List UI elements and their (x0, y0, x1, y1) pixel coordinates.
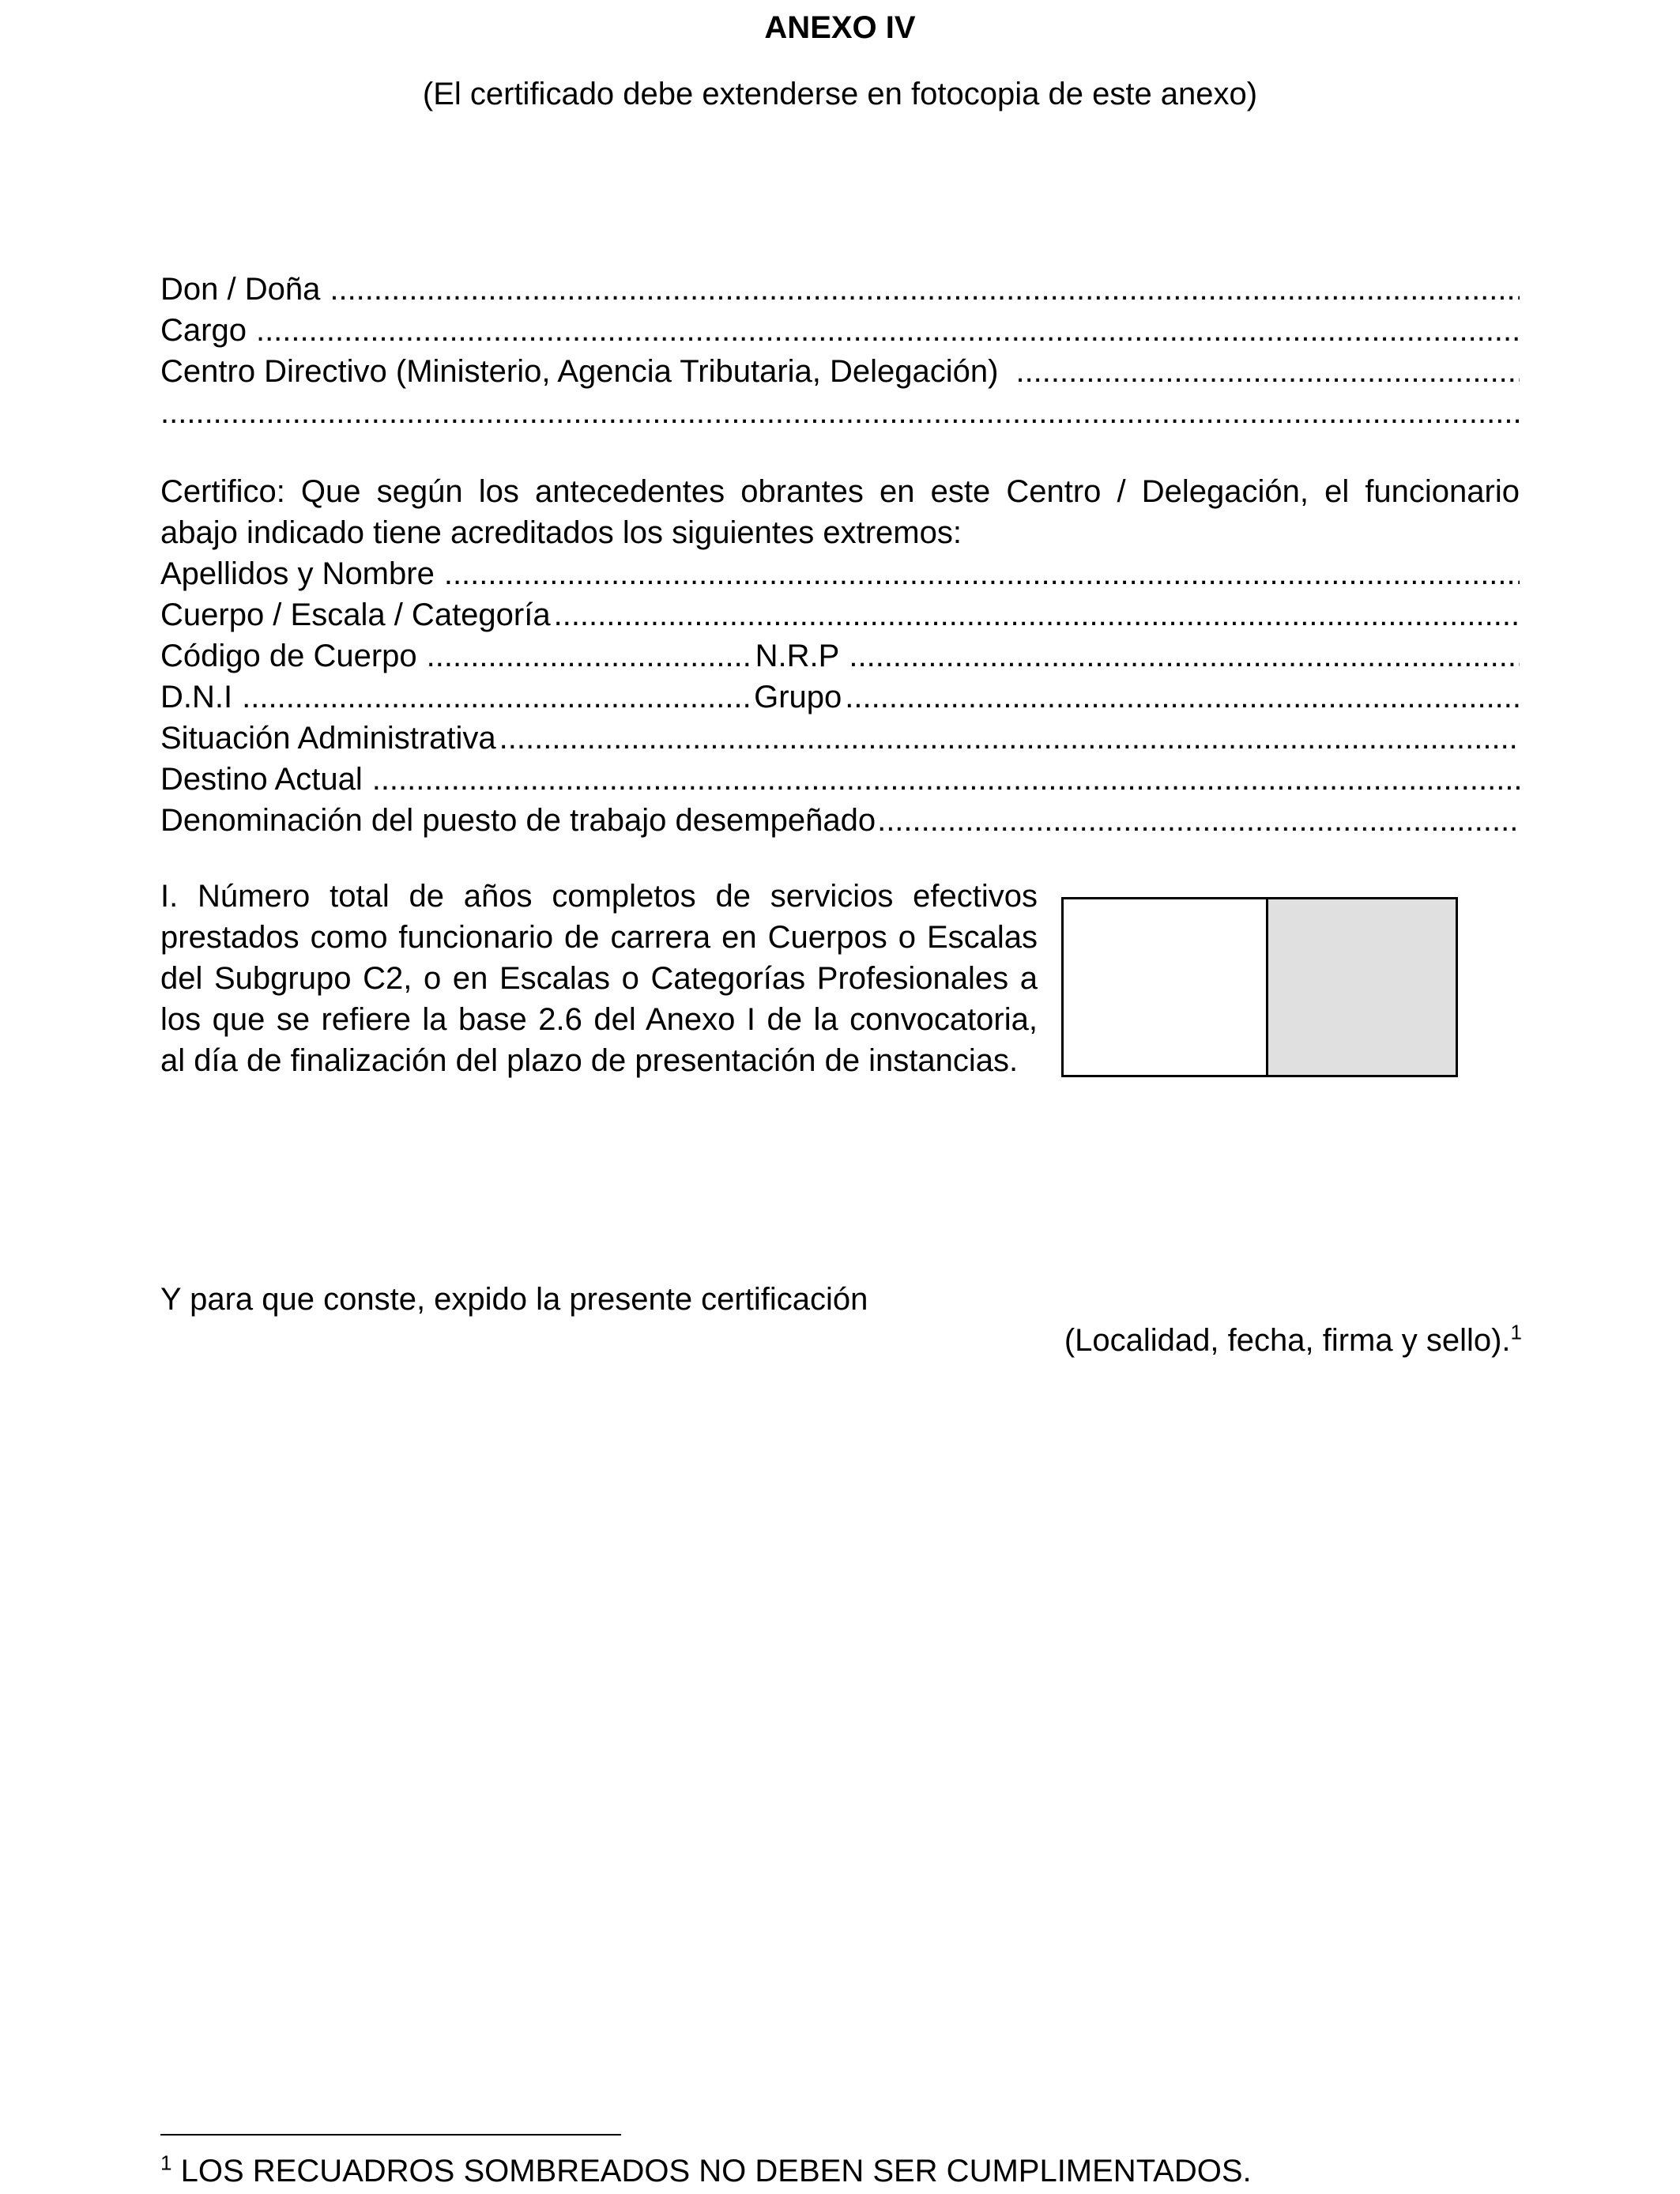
fill-dots (877, 800, 1520, 841)
situacion-label: Situación Administrativa (160, 721, 496, 756)
fill-dots (372, 759, 1520, 800)
page-title: ANEXO IV (764, 10, 916, 45)
footnote-mark: 1 (160, 2151, 172, 2175)
codigo-nrp-field (160, 635, 1520, 677)
situacion-field (160, 718, 1520, 759)
centro-directivo-label: Centro Directivo (Ministerio, Agencia Tributaria, Delegación) (160, 354, 999, 389)
apellidos-label: Apellidos y Nombre (160, 556, 435, 591)
fill-dots (256, 310, 1520, 351)
denominacion-field (160, 800, 1520, 841)
codigo-label: Código de Cuerpo (160, 639, 417, 673)
fill-dots (1015, 351, 1520, 392)
fill-dots (427, 635, 751, 677)
apellidos-field (160, 553, 1520, 594)
footnote (160, 2151, 1252, 2191)
statement-line-1: Certifico: Que según los antecedentes obrantes en este Centro / Delegación, el funcionario (160, 474, 1520, 509)
section-i-line: prestados como funcionario de carrera en Cuerpos o Escalas (160, 920, 1038, 955)
cargo-label: Cargo (160, 313, 247, 348)
shaded-box (1266, 897, 1458, 1077)
fill-dots (499, 718, 1520, 759)
closing-text: Y para que conste, expido la presente certificación (160, 1282, 868, 1317)
cuerpo-label: Cuerpo / Escala / Categoría (160, 598, 551, 632)
denominacion-label: Denominación del puesto de trabajo desempeñado (160, 803, 876, 838)
dni-label: D.N.I (160, 680, 233, 714)
footnote-reference: 1 (1510, 1320, 1522, 1344)
centro-directivo-continuation (160, 392, 1520, 433)
fill-dots (554, 594, 1520, 635)
grupo-label: Grupo (754, 680, 842, 714)
don-dona-field (160, 269, 1520, 310)
dni-grupo-field (160, 677, 1520, 718)
cargo-field (160, 310, 1520, 351)
footnote-text: LOS RECUADROS SOMBREADOS NO DEBEN SER CUMPLIMENTADOS. (180, 2154, 1252, 2188)
don-dona-label: Don / Doña (160, 272, 321, 307)
cuerpo-field (160, 594, 1520, 635)
fill-dots (845, 677, 1520, 718)
years-input-box[interactable] (1061, 897, 1268, 1077)
signature-line (1064, 1320, 1522, 1361)
section-i-line: los que se refiere la base 2.6 del Anexo I de la convocatoria, (160, 1002, 1038, 1037)
fill-dots (330, 269, 1520, 310)
fill-dots (444, 553, 1520, 594)
page-subtitle: (El certificado debe extenderse en fotocopia de este anexo) (422, 77, 1258, 111)
nrp-label: N.R.P (755, 639, 840, 673)
fill-dots (242, 677, 749, 718)
section-i-line: I. Número total de años completos de servicios efectivos (160, 879, 1038, 914)
footnote-divider (160, 2134, 621, 2136)
signature-text: (Localidad, fecha, firma y sello). (1064, 1323, 1511, 1358)
years-boxes (1061, 897, 1458, 1077)
fill-dots (849, 635, 1520, 677)
destino-label: Destino Actual (160, 762, 363, 797)
certifier-block (160, 269, 1520, 433)
fill-dots (160, 392, 1520, 433)
section-i-line: del Subgrupo C2, o en Escalas o Categorías Profesionales a (160, 961, 1038, 996)
destino-field (160, 759, 1520, 800)
statement-line-2: abajo indicado tiene acreditados los siguientes extremos: (160, 515, 962, 550)
section-i-line: al día de finalización del plazo de presentación de instancias. (160, 1043, 1019, 1078)
centro-directivo-field (160, 351, 1520, 392)
section-i-text (160, 876, 1038, 1081)
certification-block (160, 471, 1520, 841)
